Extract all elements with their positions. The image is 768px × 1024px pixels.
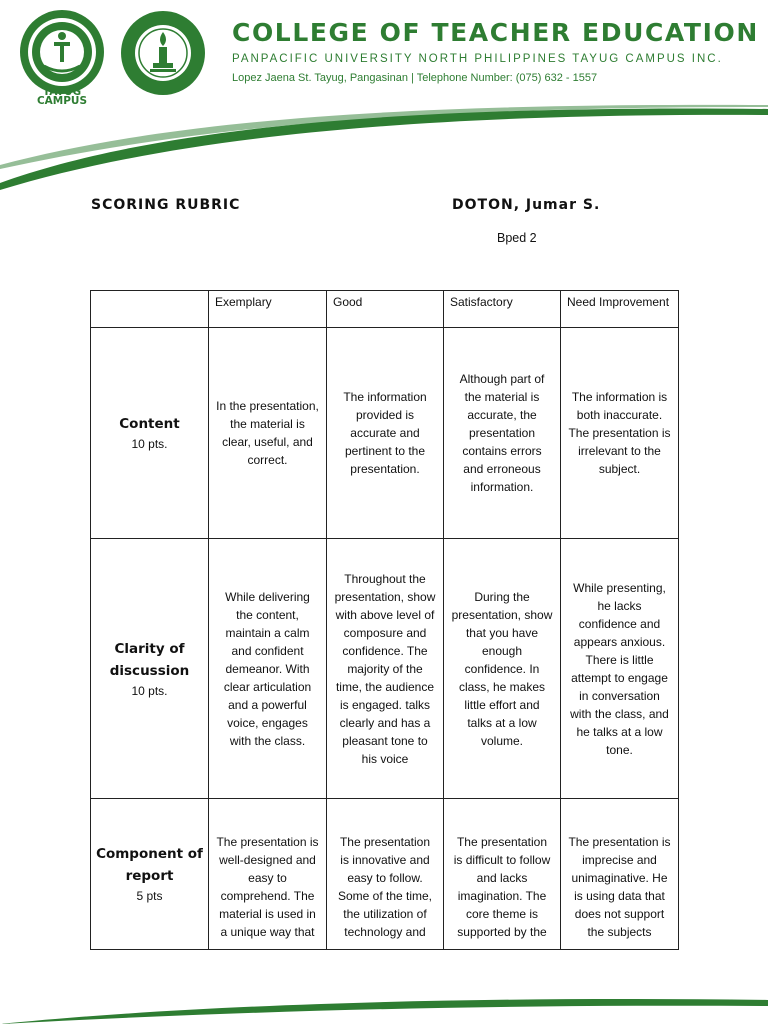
criterion-name: Component of report [96, 846, 203, 884]
table-row [91, 799, 679, 950]
rubric-cell: Throughout the presentation, show with above level of composure and confidence. The majority of the time, the audience is engaged. talks clearly and has a pleasant tone to his voice [327, 539, 444, 799]
rubric-cell-wrapper [444, 799, 561, 950]
criterion-cell [91, 539, 209, 799]
header-swoosh-decoration [0, 95, 768, 190]
criterion-cell [91, 799, 209, 950]
student-section: Bped 2 [497, 231, 537, 245]
criterion-name: Clarity of discussion [109, 640, 190, 679]
college-title: COLLEGE OF TEACHER EDUCATION [232, 18, 759, 47]
column-header-satisfactory: Satisfactory [444, 291, 561, 328]
student-name: DOTON, Jumar S. [452, 197, 601, 213]
university-name: PANPACIFIC UNIVERSITY NORTH PHILIPPINES TAYUG CAMPUS INC. [232, 53, 723, 65]
letterhead [0, 0, 768, 190]
table-row [91, 539, 679, 799]
criterion-cell [91, 328, 209, 539]
rubric-cell-wrapper [209, 799, 327, 950]
rubric-cell: The presentation is innovative and easy to follow. Some of the time, the utilization of technology and [337, 835, 433, 939]
rubric-cell: In the presentation, the material is clear, useful, and correct. [209, 328, 327, 539]
rubric-cell: While presenting, he lacks confidence and appears anxious. There is little attempt to engage in conversation with the class, and he talks at a low tone. [561, 539, 679, 799]
rubric-cell: During the presentation, show that you have enough confidence. In class, he makes little effort and talks at a low volume. [444, 539, 561, 799]
criterion-points: 5 pts [136, 889, 163, 903]
college-address: Lopez Jaena St. Tayug, Pangasinan | Telephone Number: (075) 632 - 1557 [232, 72, 598, 84]
rubric-cell: The information is both inaccurate. The presentation is irrelevant to the subject. [561, 328, 679, 539]
rubric-cell: The presentation is imprecise and unimaginative. He is using data that does not support the subjects [568, 835, 671, 939]
rubric-cell: The information provided is accurate and pertinent to the presentation. [327, 328, 444, 539]
criterion-points: 10 pts. [131, 683, 168, 698]
column-header-good: Good [327, 291, 444, 328]
scoring-rubric-table [90, 290, 679, 950]
table-row [91, 328, 679, 539]
rubric-cell: The presentation is difficult to follow and lacks imagination. The core theme is supported by the [453, 835, 551, 939]
criterion-name: Content [119, 416, 180, 432]
rubric-cell: The presentation is well-designed and easy to comprehend. The material is used in a unique way that [216, 835, 319, 939]
document-title: SCORING RUBRIC [91, 197, 241, 213]
column-header [91, 291, 209, 328]
criterion-points: 10 pts. [131, 437, 168, 451]
campus-logo-text: TAYUG CAMPUS [36, 86, 88, 107]
footer-swoosh-decoration [0, 990, 768, 1024]
rubric-cell: Although part of the material is accurate, the presentation contains errors and erroneous information. [444, 328, 561, 539]
college-seal-logo [120, 10, 206, 96]
table-header-row [91, 291, 679, 328]
rubric-cell-wrapper [327, 799, 444, 950]
column-header-need-improvement: Need Improvement [561, 291, 679, 328]
rubric-cell-wrapper [561, 799, 679, 950]
rubric-cell: While delivering the content, maintain a calm and confident demeanor. With clear articulation and a powerful voice, engages with the class. [209, 539, 327, 799]
column-header-exemplary: Exemplary [209, 291, 327, 328]
